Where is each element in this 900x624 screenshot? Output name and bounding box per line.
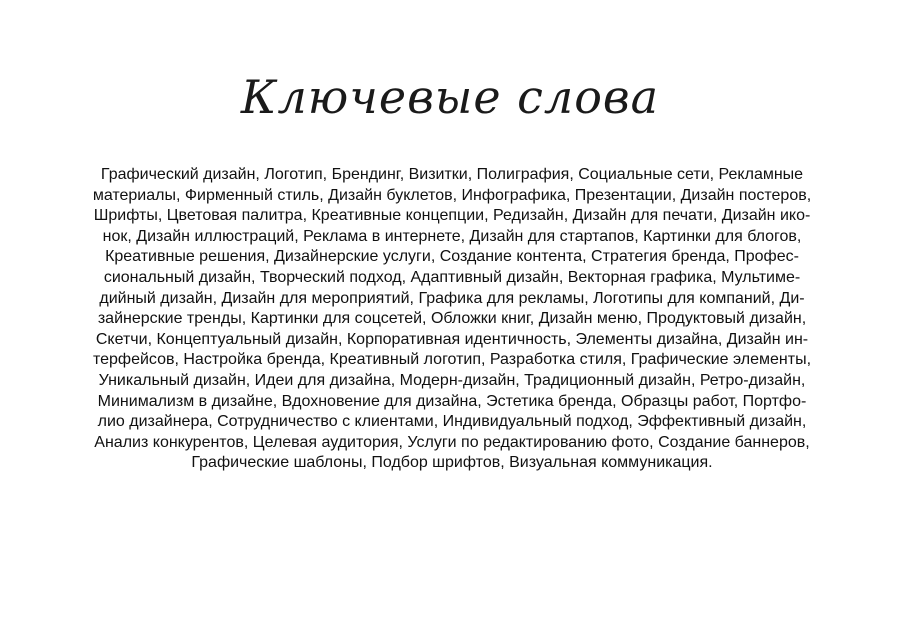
keywords-line: терфейсов, Настройка бренда, Креативный логотип, Разработка стиля, Графические элементы, (92, 351, 812, 369)
keywords-line: Скетчи, Концептуальный дизайн, Корпоративная идентичность, Элементы дизайна, Дизайн ин- (95, 330, 809, 348)
keywords-line: дийный дизайн, Дизайн для мероприятий, Графика для рекламы, Логотипы для компаний, Ди- (99, 289, 805, 307)
keywords-line: Креативные решения, Дизайнерские услуги, Создание контента, Стратегия бренда, Профес- (105, 248, 799, 266)
keywords-line: Уникальный дизайн, Идеи для дизайна, Модерн-дизайн, Традиционный дизайн, Ретро-дизайн, (98, 371, 806, 389)
keywords-line: Минимализм в дизайне, Вдохновение для дизайна, Эстетика бренда, Образцы работ, Портфо- (97, 392, 807, 410)
keywords-line: Графические шаблоны, Подбор шрифтов, Визуальная коммуникация. (191, 454, 713, 472)
keywords-line: Графический дизайн, Логотип, Брендинг, Визитки, Полиграфия, Социальные сети, Рекламные (100, 166, 804, 183)
keywords-line: Анализ конкурентов, Целевая аудитория, Услуги по редактированию фото, Создание баннеров, (94, 433, 810, 451)
keywords-line: сиональный дизайн, Творческий подход, Адаптивный дизайн, Векторная графика, Мультиме- (103, 268, 801, 286)
keywords-line: зайнерские тренды, Картинки для соцсетей, Обложки книг, Дизайн меню, Продуктовый дизайн, (97, 310, 807, 328)
keywords-line: нок, Дизайн иллюстраций, Реклама в интернете, Дизайн для стартапов, Картинки для блогов, (102, 227, 802, 245)
page-title: Ключевые слова (240, 70, 660, 124)
keywords-line: лио дизайнера, Сотрудничество с клиентами, Индивидуальный подход, Эффективный дизайн, (97, 413, 807, 431)
keywords-line: материалы, Фирменный стиль, Дизайн буклетов, Инфографика, Презентации, Дизайн постеров, (92, 186, 812, 204)
keywords-paragraph (82, 165, 822, 474)
keywords-line: Шрифты, Цветовая палитра, Креативные концепции, Редизайн, Дизайн для печати, Дизайн ико- (93, 207, 811, 225)
